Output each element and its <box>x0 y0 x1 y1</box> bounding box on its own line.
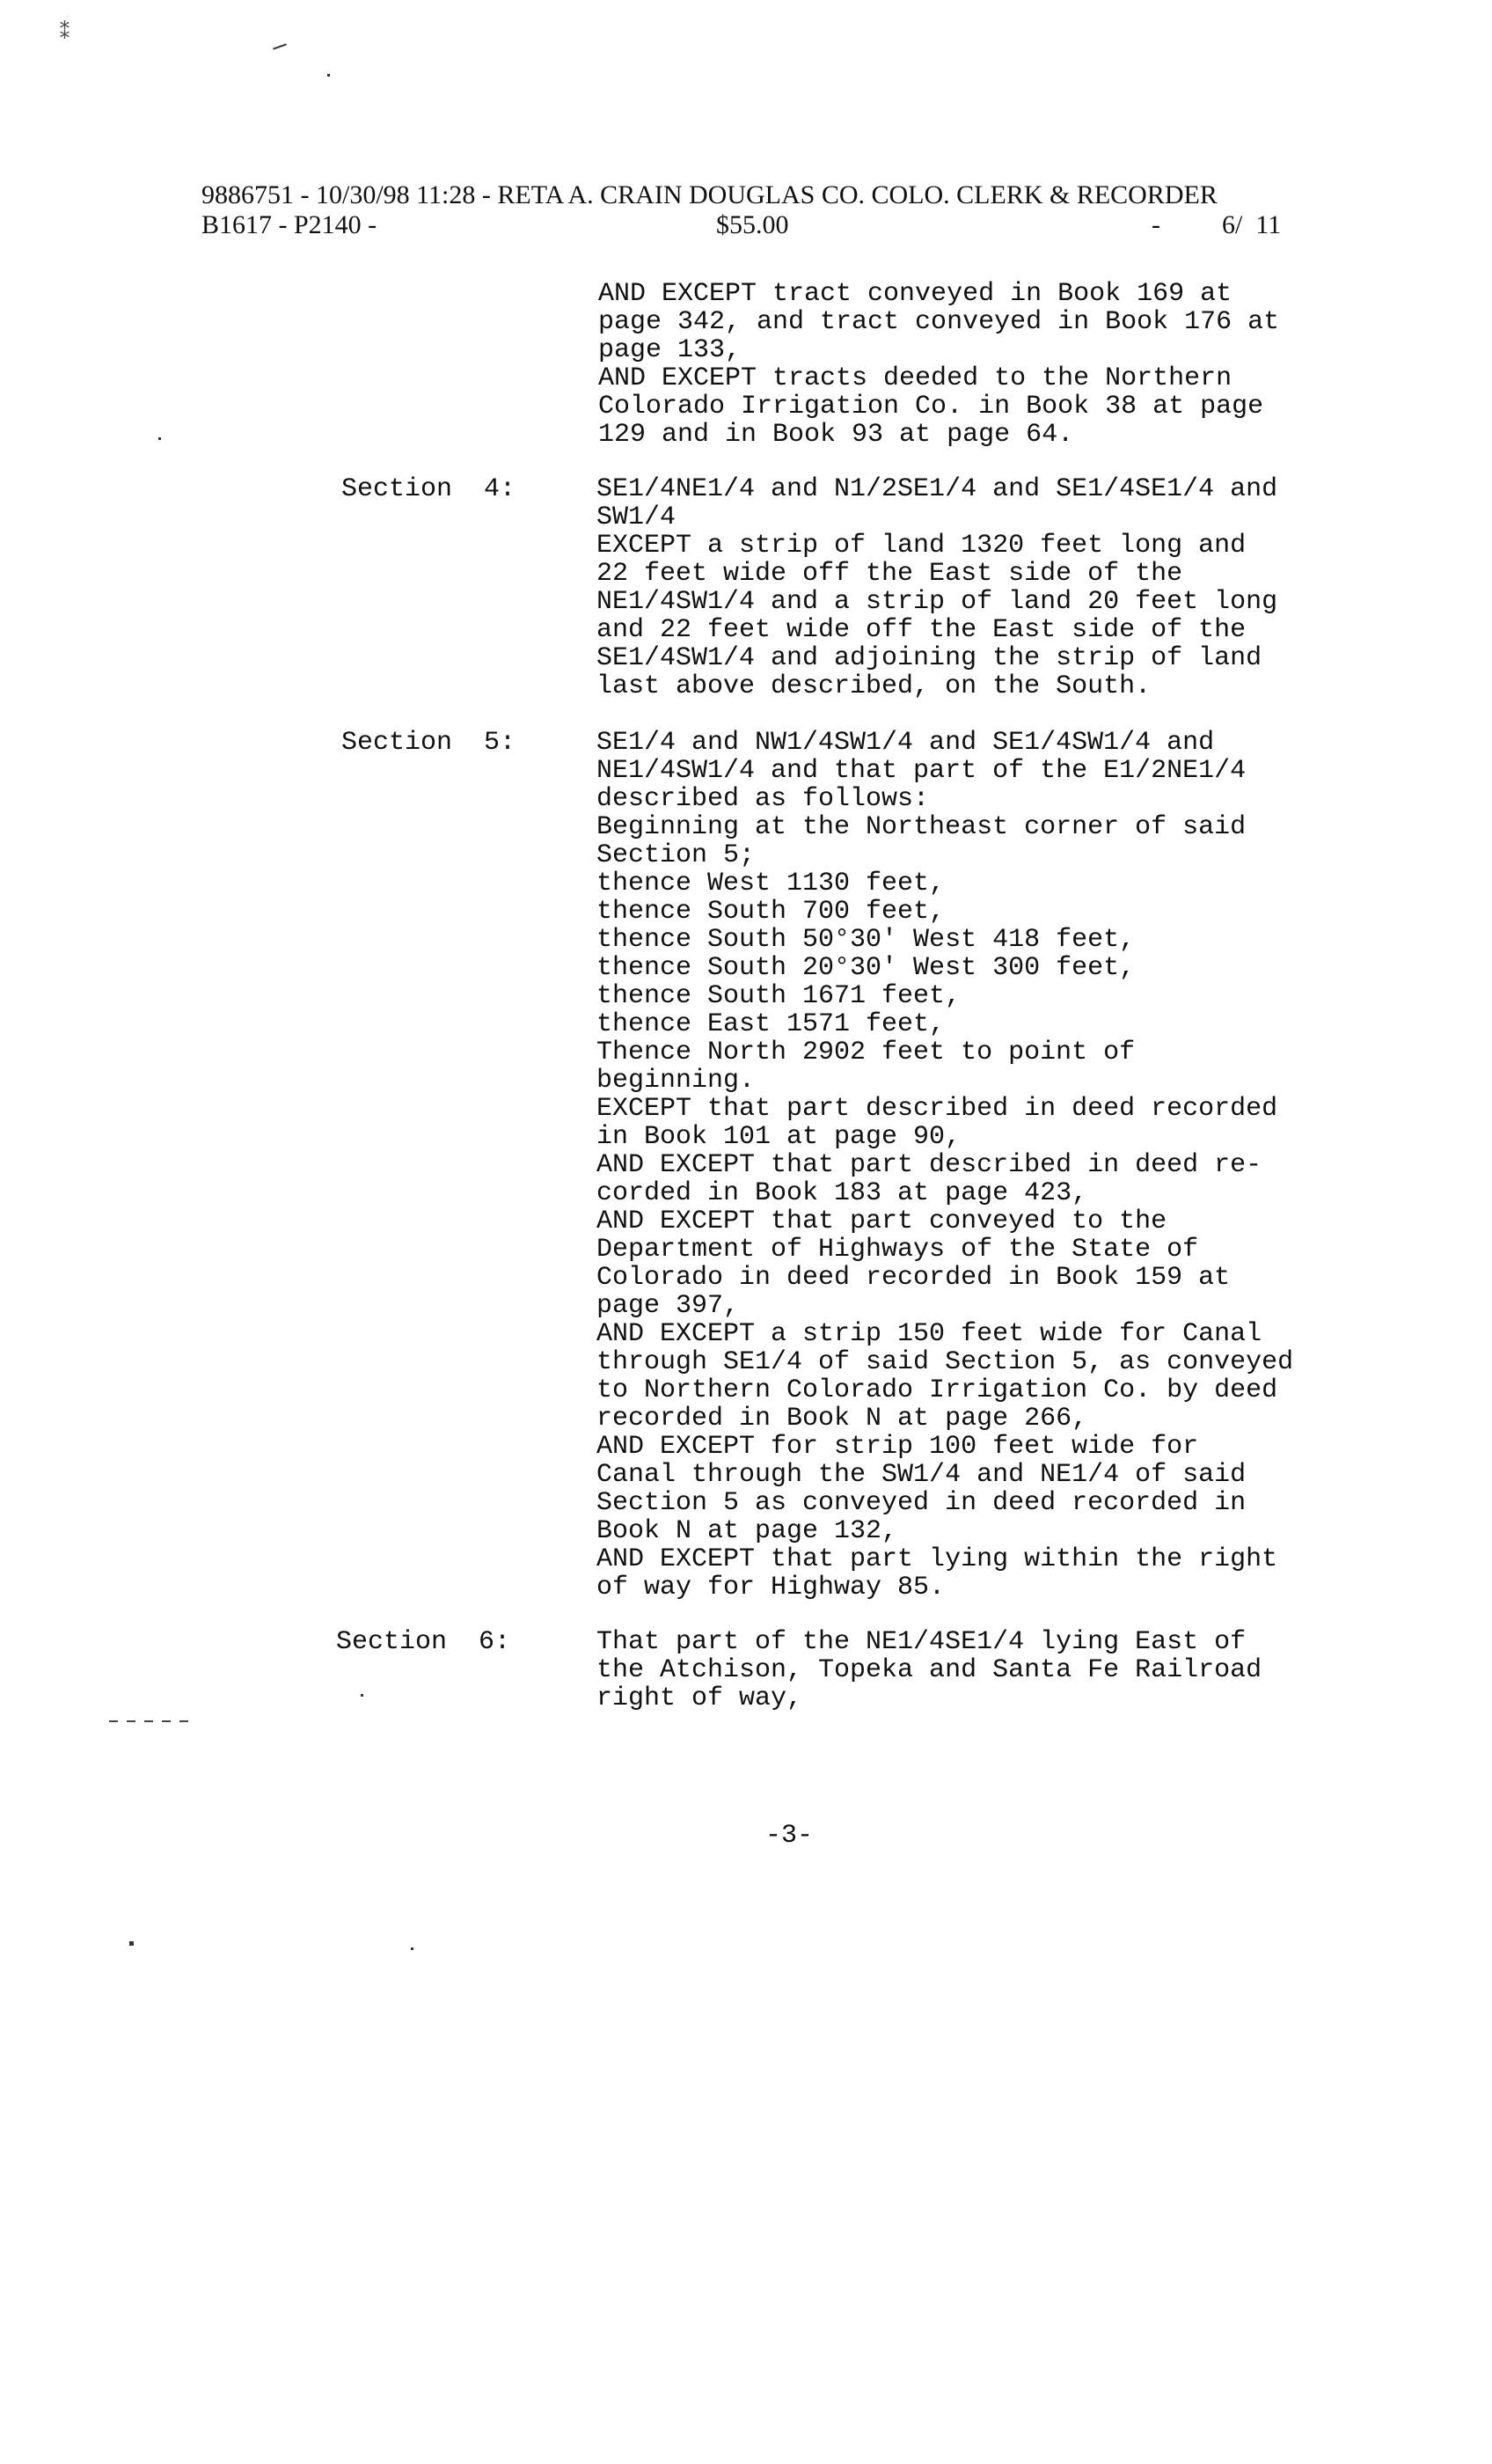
scan-artifact-mark <box>273 43 287 49</box>
intro-paragraph: AND EXCEPT tract conveyed in Book 169 at page 342, and tract conveyed in Book 176 at page 133, AND EXCEPT tracts deeded to the Northern Colorado Irrigation Co. in Book 38 at page 129 and in Book 93 at page 64. <box>598 279 1280 450</box>
scan-artifact-top-left: ⁑ <box>60 21 69 43</box>
header-row-1 <box>201 180 1345 210</box>
recording-fee: $55.00 <box>716 210 789 239</box>
scan-artifact-dot <box>327 74 330 77</box>
scan-artifact-dot <box>158 437 161 440</box>
section-label: Section 6: <box>336 1627 511 1657</box>
scan-artifact-dashes <box>109 1720 194 1722</box>
section-description: That part of the NE1/4SE1/4 lying East of the Atchison, Topeka and Santa Fe Railroad right of way, <box>596 1627 1262 1713</box>
header-row-2 <box>201 210 1345 240</box>
recorder-header <box>201 180 1345 240</box>
reception-info: 9886751 - 10/30/98 11:28 - RETA A. CRAIN DOUGLAS CO. COLO. CLERK & RECORDER <box>201 180 1218 209</box>
section-description: SE1/4 and NW1/4SW1/4 and SE1/4SW1/4 and NE1/4SW1/4 and that part of the E1/2NE1/4 described as follows: Beginning at the Northeast corner of said Section 5; thence West 1130 feet, thence South 700 feet, thence South 50°30' West 418 feet, thence South 20°30' West 300 feet, thence South 1671 feet, thence East 1571 feet, Thence North 2902 feet to point of beginning. EXCEPT that part described in deed recorded in Book 101 at page 90, AND EXCEPT that part described in deed re- corded in Book 183 at page 423, AND EXCEPT that part conveyed to the Department of Highways of the State of Colorado in deed recorded in Book 159 at page 397, AND EXCEPT a strip 150 feet wide for Canal through SE1/4 of said Section 5, as conveyed to Northern Colorado Irrigation Co. by deed recorded in Book N at page 266, AND EXCEPT for strip 100 feet wide for Canal through the SW1/4 and NE1/4 of said Section 5 as conveyed in deed recorded in Book N at page 132, AND EXCEPT that part lying within the right of way for Highway 85. <box>596 728 1294 1602</box>
section-label: Section 5: <box>341 728 516 758</box>
section-label: Section 4: <box>341 474 516 504</box>
scan-artifact-dot <box>129 1941 134 1946</box>
scan-artifact-dot <box>361 1694 363 1697</box>
book-page: B1617 - P2140 - <box>201 210 377 239</box>
page-count: 6/ 11 <box>1222 210 1282 239</box>
header-dash: - <box>1152 210 1160 239</box>
scan-artifact-dot <box>411 1947 413 1950</box>
section-description: SE1/4NE1/4 and N1/2SE1/4 and SE1/4SE1/4 and SW1/4 EXCEPT a strip of land 1320 feet long and 22 feet wide off the East side of the NE1/4SW1/4 and a strip of land 20 feet long and 22 feet wide off the East side of the SE1/4SW1/4 and adjoining the strip of land last above described, on the South. <box>596 474 1278 701</box>
page-number: -3- <box>765 1821 814 1851</box>
